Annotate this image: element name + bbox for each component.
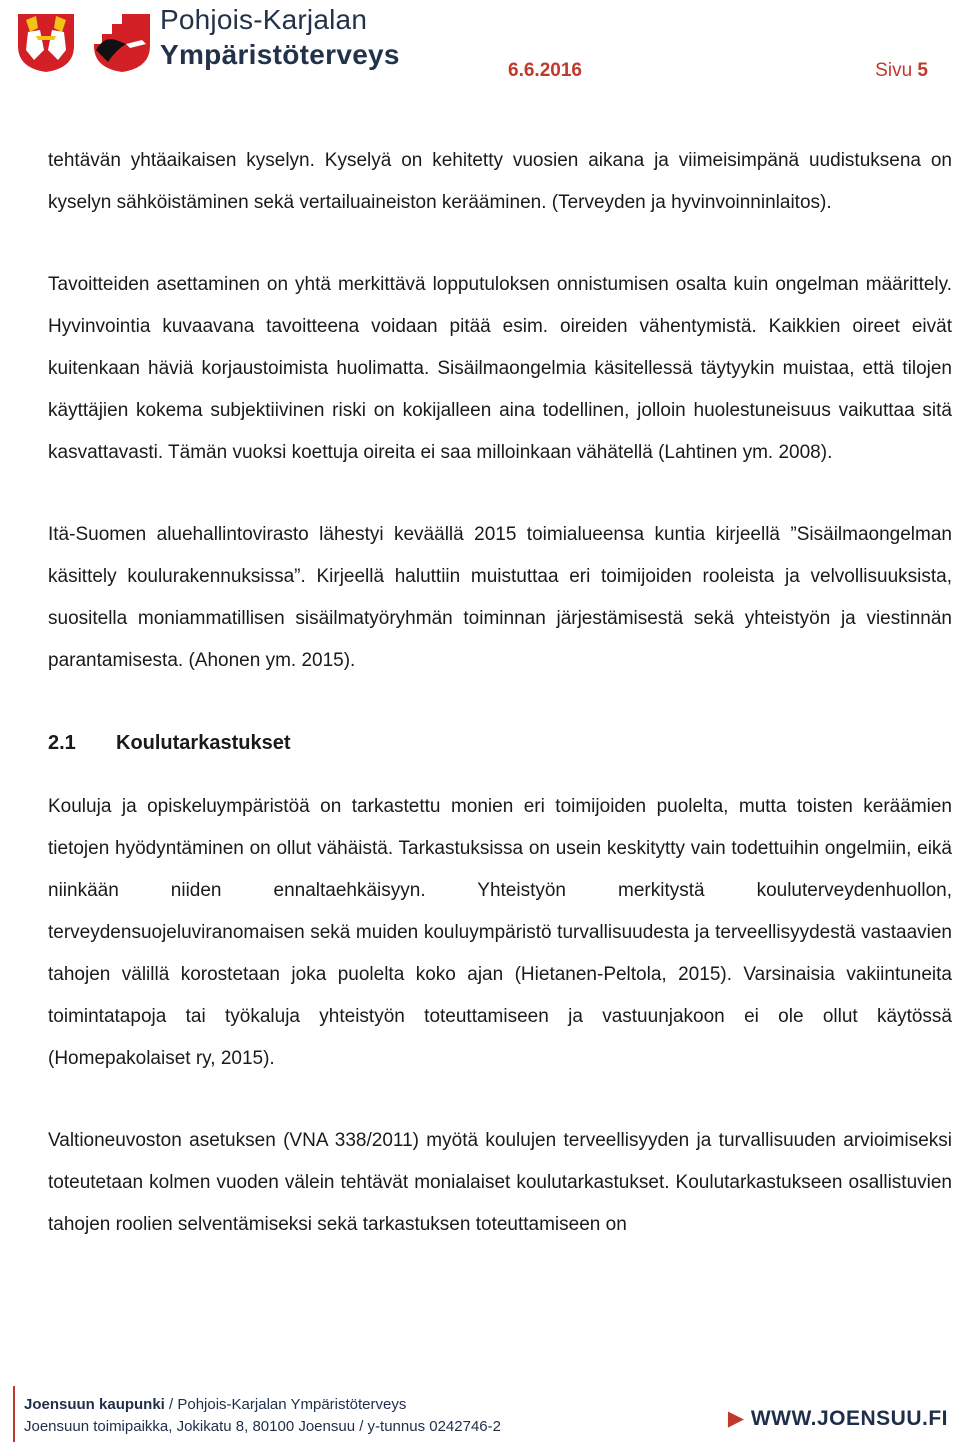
paragraph: Valtioneuvoston asetuksen (VNA 338/2011) myötä koulujen terveellisyyden ja turvallisuuden arvioimiseksi toteutetaan kolmen vuoden välein tehtävät monialaiset koulutarkastukset. Koulutarkastukseen osallistuvien tahojen roolien selventämiseksi sekä tarkastuksen toteuttamiseen on bbox=[48, 1130, 952, 1235]
pohjois-karjala-crest-icon bbox=[90, 10, 154, 74]
footer-url: WWW.JOENSUU.FI bbox=[750, 1407, 948, 1430]
document-body bbox=[48, 140, 952, 1246]
paragraph: tehtävän yhtäaikaisen kyselyn. Kyselyä on kehitetty vuosien aikana ja viimeisimpänä uudistuksena on kyselyn sähköistäminen sekä vertailuaineiston kerääminen. (Terveyden ja hyvinvoinninlaitos). bbox=[48, 150, 952, 213]
paragraph: Tavoitteiden asettaminen on yhtä merkittävä lopputuloksen onnistumisen osalta kuin ongelman määrittely. Hyvinvointia kuvaavana tavoitteena voidaan pitää esim. oireiden vähentymistä. Kaikkien oireet eivät kuitenkaan häviä korjaustoimista huolimatta. Sisäilmaongelmia käsitellessä täytyykin muistaa, että tilojen käyttäjien kokema subjektiivinen riski on kokijalleen aina todellinen, jolloin huolestuneisuus vaikuttaa sitä kasvattavasti. Tämän vuoksi koettuja oireita ei saa milloinkaan vähätellä (Lahtinen ym. 2008). bbox=[48, 274, 952, 463]
paragraph: Itä-Suomen aluehallintovirasto lähestyi keväällä 2015 toimialueensa kuntia kirjeellä ”Sisäilmaongelman käsittely koulurakennuksissa”. Kirjeellä haluttiin muistuttaa eri toimijoiden rooleista ja velvollisuuksista, suositella moniammatillisen sisäilmatyöryhmän toiminnan järjestämisestä sekä yhteistyön ja viestinnän parantamisesta. (Ahonen ym. 2015). bbox=[48, 524, 952, 671]
footer-line1 bbox=[24, 1396, 406, 1413]
joensuu-crest-icon bbox=[14, 10, 78, 74]
footer-organization: / Pohjois-Karjalan Ympäristöterveys bbox=[164, 1396, 407, 1413]
footer-divider bbox=[13, 1386, 15, 1442]
footer-website bbox=[728, 1406, 948, 1431]
document-date: 6.6.2016 bbox=[508, 60, 582, 81]
section-title: Koulutarkastukset bbox=[116, 732, 291, 754]
organization-name-line2: Ympäristöterveys bbox=[160, 39, 400, 70]
page-label: Sivu bbox=[875, 60, 913, 81]
play-arrow-icon: ▶ bbox=[727, 1407, 745, 1430]
section-heading bbox=[48, 722, 952, 764]
paragraph: Kouluja ja opiskeluympäristöä on tarkastettu monien eri toimijoiden puolelta, mutta toisten keräämien tietojen hyödyntäminen on ollut vähäistä. Tarkastuksissa on usein keskitytty vain todettuihin ongelmiin, eikä niinkään niiden ennaltaehkäisyyn. Yhteistyön merkitystä kouluterveydenhuollon, terveydensuojeluviranomaisen sekä muiden kouluympäristö turvallisuudesta ja terveellisyydestä vastaavien tahojen välillä korostetaan joka puolelta koko ajan (Hietanen-Peltola, 2015). Varsinaisia vakiintuneita toimintatapoja tai työkaluja yhteistyön toteuttamiseen ja vastuunjakoon ei ole ollut käytössä (Homepakolaiset ry, 2015). bbox=[48, 796, 952, 1069]
footer-address: Joensuun toimipaikka, Jokikatu 8, 80100 Joensuu / y-tunnus 0242746-2 bbox=[24, 1418, 501, 1435]
organization-logo-text bbox=[160, 2, 400, 72]
organization-name-line1: Pohjois-Karjalan bbox=[160, 4, 368, 35]
section-number: 2.1 bbox=[48, 732, 76, 754]
footer-city: Joensuun kaupunki bbox=[24, 1396, 165, 1413]
page-number: 5 bbox=[917, 60, 928, 81]
page-indicator bbox=[875, 60, 928, 82]
page-header bbox=[0, 0, 960, 100]
page-footer bbox=[0, 1384, 960, 1451]
